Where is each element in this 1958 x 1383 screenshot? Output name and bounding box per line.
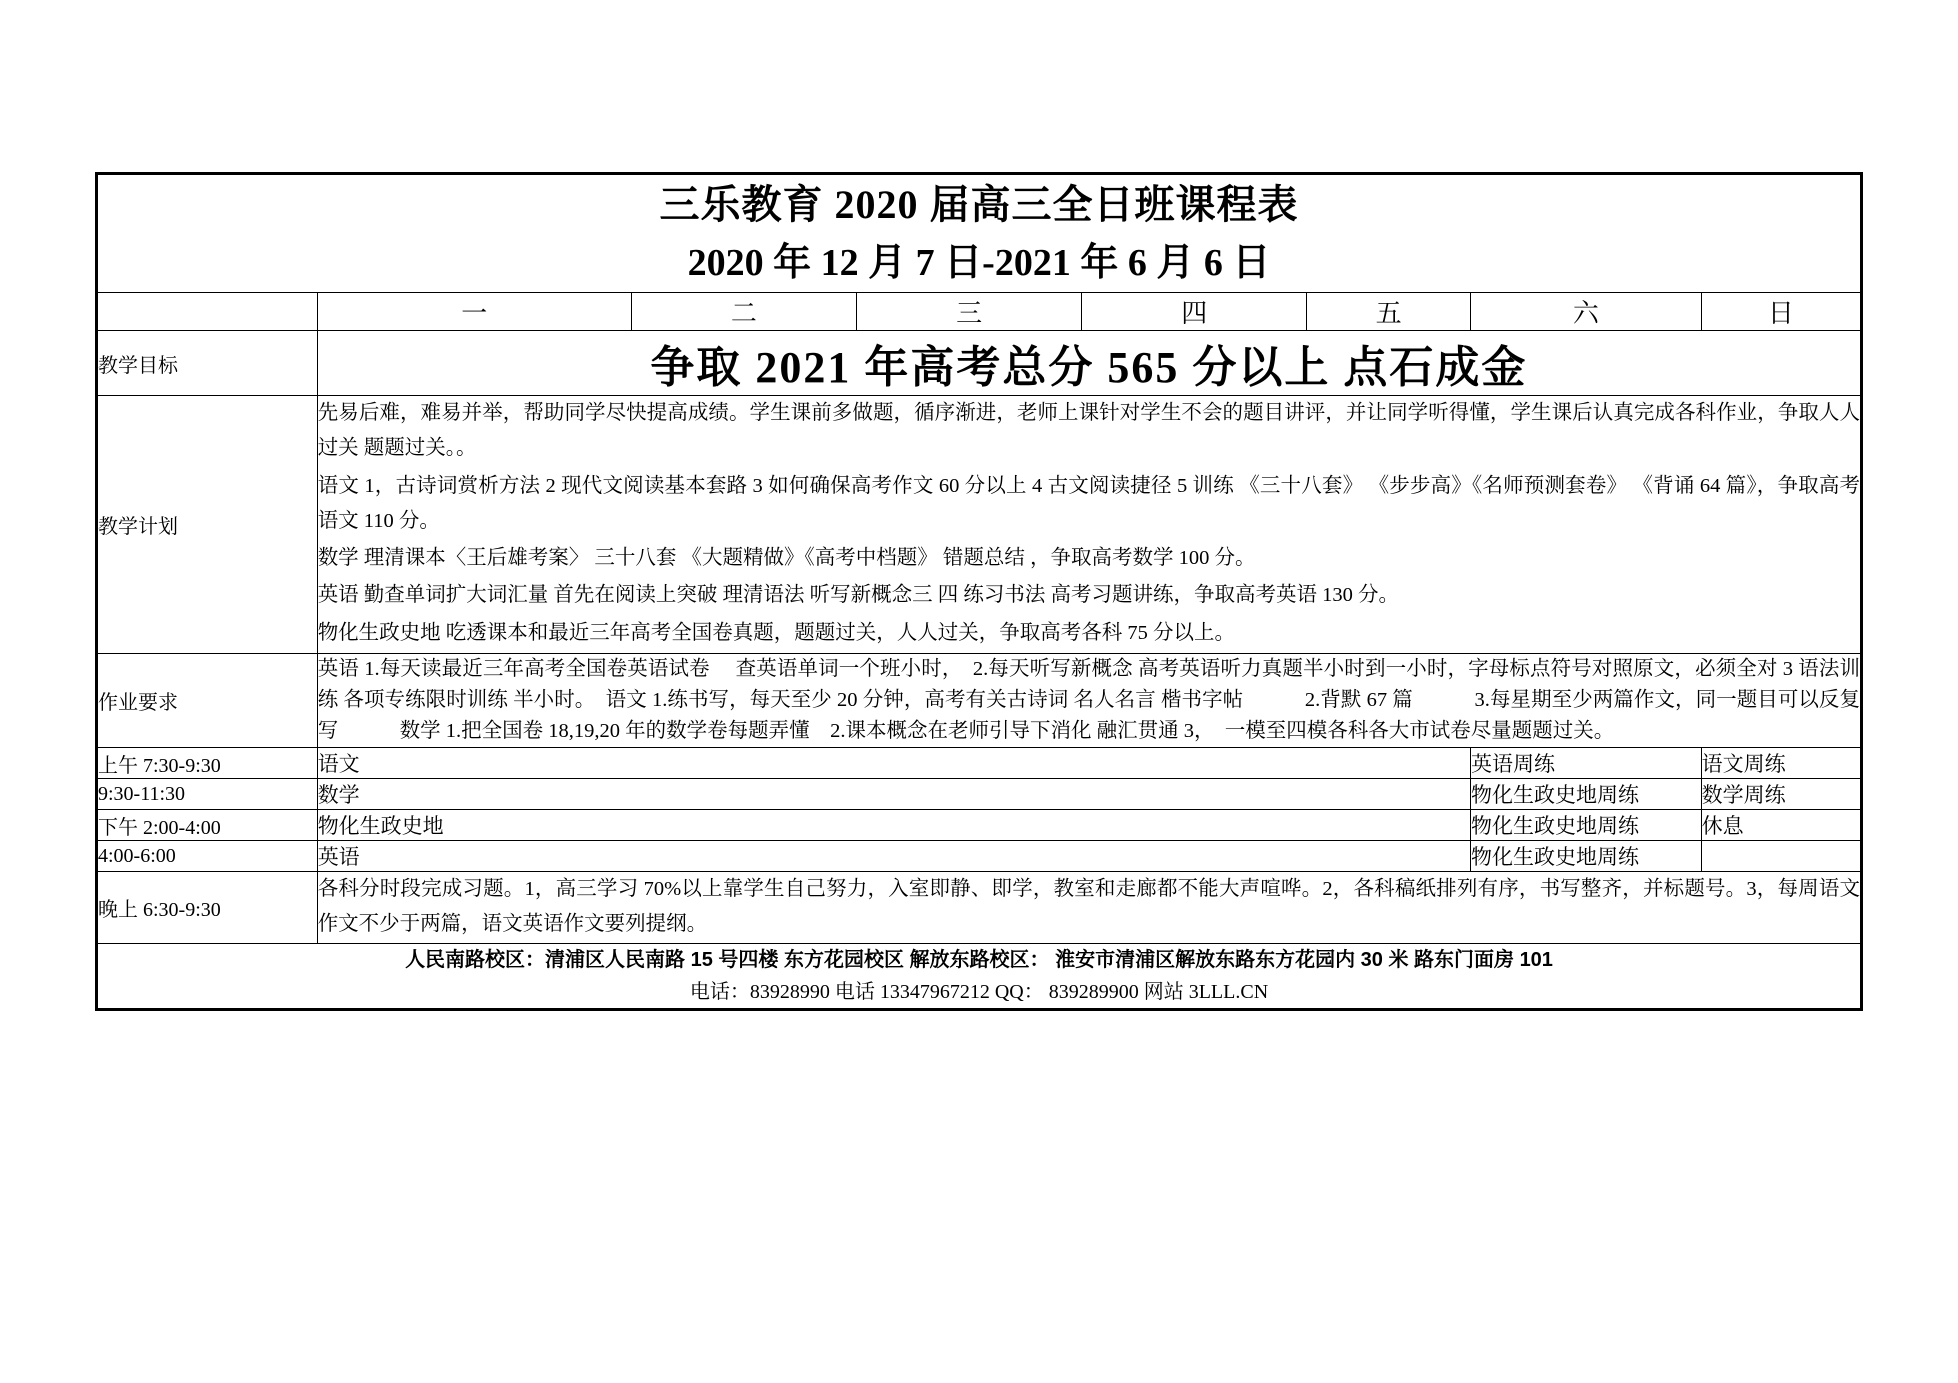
period-4-sunday <box>1701 841 1860 872</box>
plan-paragraph-chinese: 语文 1，古诗词赏析方法 2 现代文阅读基本套路 3 如何确保高考作文 60 分以上 4 古文阅读捷径 5 训练 《三十八套》 《步步高》《名师预测套卷》 《背诵 64 篇》，争取高考语文 110 分。 <box>317 474 1860 532</box>
period-1-sunday: 语文周练 <box>1701 748 1860 779</box>
weekday-fri: 五 <box>1307 293 1471 331</box>
homework-content <box>317 653 1860 747</box>
title-row <box>98 175 1861 293</box>
period-3-time: 下午 2:00-4:00 <box>98 810 318 841</box>
period-1-saturday: 英语周练 <box>1471 748 1702 779</box>
evening-row <box>98 872 1861 944</box>
period-4-saturday: 物化生政史地周练 <box>1471 841 1702 872</box>
teaching-plan-content <box>317 396 1860 654</box>
plan-paragraph-general: 先易后难，难易并举，帮助同学尽快提高成绩。学生课前多做题，循序渐进，老师上课针对学生不会的题目讲评，并让同学听得懂，学生课后认真完成各科作业，争取人人过关 题题过关。。 <box>317 402 1860 460</box>
teaching-plan-label: 教学计划 <box>98 396 318 654</box>
period-2-sunday: 数学周练 <box>1701 779 1860 810</box>
period-2-weekday-subject: 数学 <box>317 779 1470 810</box>
document-title <box>98 175 1861 293</box>
teaching-goal-label: 教学目标 <box>98 331 318 396</box>
title-line-1: 三乐教育 2020 届高三全日班课程表 <box>659 182 1299 227</box>
schedule-table <box>97 174 1861 1009</box>
teaching-goal-row <box>98 331 1861 396</box>
homework-row <box>98 653 1861 747</box>
period-3-sunday: 休息 <box>1701 810 1860 841</box>
weekday-wed: 三 <box>857 293 1082 331</box>
teaching-plan-row <box>98 396 1861 654</box>
weekday-thu: 四 <box>1082 293 1307 331</box>
period-row-3 <box>98 810 1861 841</box>
weekday-sat: 六 <box>1471 293 1702 331</box>
period-2-saturday: 物化生政史地周练 <box>1471 779 1702 810</box>
period-row-1 <box>98 748 1861 779</box>
weekday-header-row <box>98 293 1861 331</box>
footer-campus-line: 人民南路校区：清浦区人民南路 15 号四楼 东方花园校区 解放东路校区： 淮安市清浦区解放东路东方花园内 30 米 路东门面房 101 <box>405 948 1553 971</box>
weekday-tue: 二 <box>631 293 856 331</box>
period-2-time: 9:30-11:30 <box>98 779 318 810</box>
plan-paragraph-math: 数学 理清课本〈王后雄考案〉 三十八套 《大题精做》《高考中档题》 错题总结 ，争取高考数学 100 分。 <box>317 547 1256 569</box>
teaching-goal-text: 争取 2021 年高考总分 565 分以上 点石成金 <box>317 331 1860 396</box>
weekday-sun: 日 <box>1701 293 1860 331</box>
weekday-corner-cell <box>98 293 318 331</box>
period-row-2 <box>98 779 1861 810</box>
course-schedule-document <box>95 172 1863 1011</box>
period-4-time: 4:00-6:00 <box>98 841 318 872</box>
footer-contact-line: 电话：83928990 电话 13347967212 QQ： 839289900 网站 3LLL.CN <box>689 980 1269 1003</box>
period-3-weekday-subject: 物化生政史地 <box>317 810 1470 841</box>
period-1-weekday-subject: 语文 <box>317 748 1470 779</box>
period-4-weekday-subject: 英语 <box>317 841 1470 872</box>
period-3-saturday: 物化生政史地周练 <box>1471 810 1702 841</box>
title-line-2: 2020 年 12 月 7 日-2021 年 6 月 6 日 <box>687 242 1271 284</box>
evening-content <box>317 872 1860 944</box>
footer-row <box>98 943 1861 1008</box>
homework-text: 英语 1.每天读最近三年高考全国卷英语试卷 查英语单词一个班小时， 2.每天听写新概念 高考英语听力真题半小时到一小时，字母标点符号对照原文，必须全对 3 语法训练 各项专练限时训练 半小时。 语文 1.练书写，每天至少 20 分钟，高考有关古诗词 名人名言 楷书字帖 2.背默 67 篇 3.每星期至少两篇作文，同一题目可以反复写 数学 1.把全国卷 18,19,20 年的数学卷每题弄懂 2.课本概念在老师引导下消化 融汇贯通 3， 一模至四模各科各大市试卷尽量题题过关。 <box>317 657 1860 743</box>
period-1-time: 上午 7:30-9:30 <box>98 748 318 779</box>
period-row-4 <box>98 841 1861 872</box>
homework-label: 作业要求 <box>98 653 318 747</box>
evening-label: 晚上 6:30-9:30 <box>98 872 318 944</box>
footer-block <box>98 943 1861 1008</box>
evening-text: 各科分时段完成习题。1，高三学习 70%以上靠学生自己努力，入室即静、即学，教室和走廊都不能大声喧哗。2，各科稿纸排列有序，书写整齐，并标题号。3，每周语文作文不少于两篇，语文英语作文要列提纲。 <box>317 878 1860 936</box>
weekday-mon: 一 <box>317 293 631 331</box>
plan-paragraph-science: 物化生政史地 吃透课本和最近三年高考全国卷真题，题题过关，人人过关，争取高考各科 75 分以上。 <box>317 621 1236 644</box>
plan-paragraph-english: 英语 勤查单词扩大词汇量 首先在阅读上突破 理清语法 听写新概念三 四 练习书法 高考习题讲练，争取高考英语 130 分。 <box>317 584 1400 607</box>
